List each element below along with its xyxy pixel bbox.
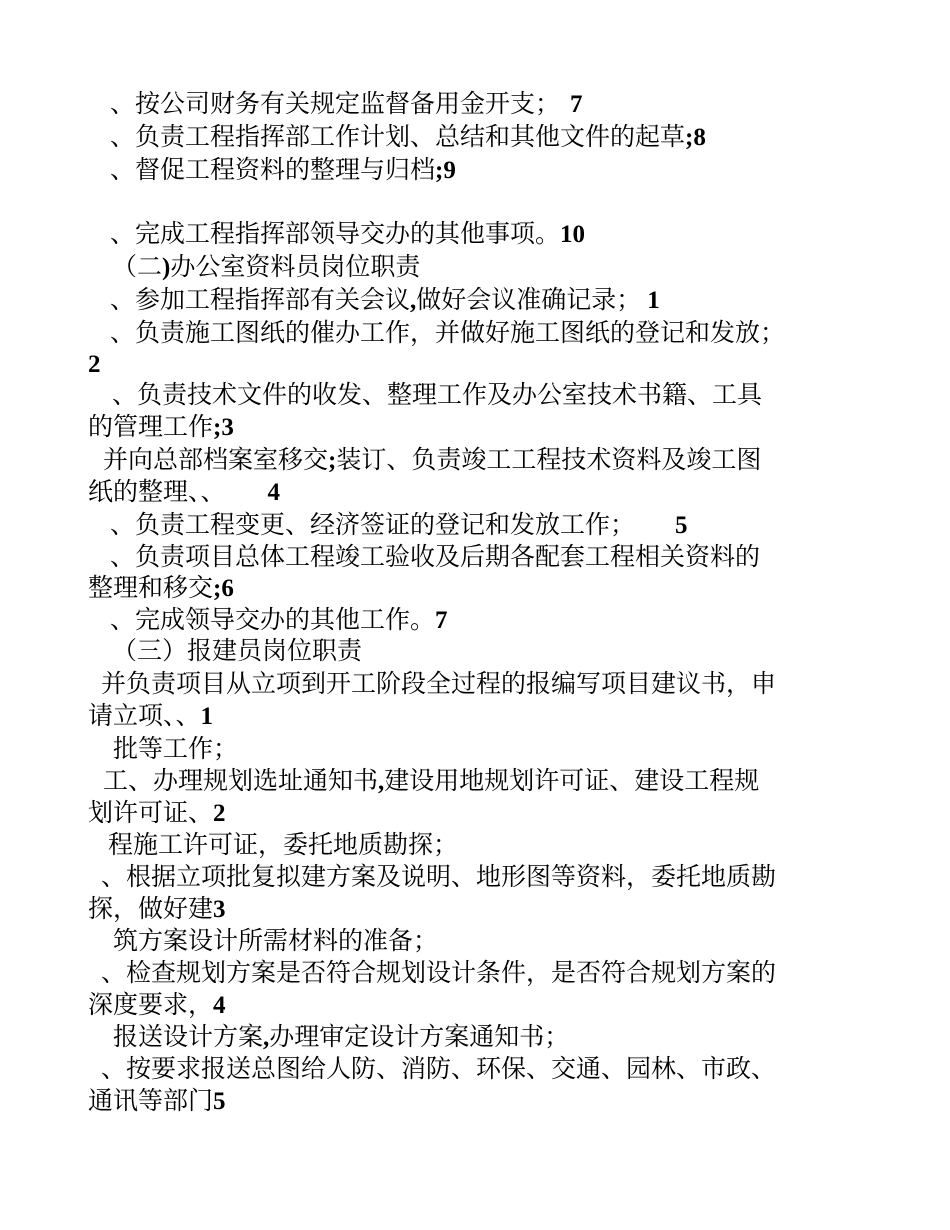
text-line: 报送设计方案,办理审定设计方案通知书；	[113, 1022, 570, 1051]
text-line: 请立项、、1	[88, 701, 214, 730]
text-line: 批等工作；	[113, 734, 239, 763]
text-line: 、按要求报送总图给人防、消防、环保、交通、园林、市政、	[101, 1054, 777, 1083]
text-line: 并向总部档案室移交;装订、负责竣工工程技术资料及竣工图	[103, 445, 762, 474]
text-line: 、完成领导交办的其他工作。7	[110, 605, 448, 634]
text-line: 、检查规划方案是否符合规划设计条件，是否符合规划方案的	[101, 958, 777, 987]
text-line: 探，做好建3	[88, 894, 226, 923]
text-line: 、参加工程指挥部有关会议,做好会议准确记录； 1	[110, 285, 660, 314]
text-line: 工、办理规划选址通知书,建设用地规划许可证、建设工程规	[103, 766, 760, 795]
text-line: 、负责项目总体工程竣工验收及后期各配套工程相关资料的	[110, 542, 761, 571]
text-line: 、负责技术文件的收发、整理工作及办公室技术书籍、工具	[112, 380, 763, 409]
text-line: 划许可证、2	[88, 798, 226, 827]
text-line: 、完成工程指挥部领导交办的其他事项。10	[110, 219, 586, 248]
text-line: 整理和移交;6	[88, 573, 234, 602]
section-heading: （二)办公室资料员岗位职责	[112, 252, 421, 281]
text-line: 纸的整理、、 4	[88, 477, 281, 506]
text-line: 、负责施工图纸的催办工作，并做好施工图纸的登记和发放；	[110, 318, 786, 347]
text-line: 、根据立项批复拟建方案及说明、地形图等资料，委托地质勘	[101, 862, 777, 891]
text-line: 并负责项目从立项到开工阶段全过程的报编写项目建议书，申	[101, 669, 777, 698]
text-line: 程施工许可证，委托地质勘探；	[108, 830, 459, 859]
text-line: 的管理工作;3	[88, 412, 234, 441]
text-line: 、按公司财务有关规定监督备用金开支； 7	[110, 89, 583, 118]
text-line: 2	[88, 351, 101, 378]
text-line: 、督促工程资料的整理与归档;9	[110, 155, 456, 184]
text-line: 通讯等部门5	[88, 1086, 226, 1115]
section-heading: （三）报建员岗位职责	[112, 636, 363, 665]
text-line: 、负责工程指挥部工作计划、总结和其他文件的起草;8	[110, 122, 706, 151]
text-line: 筑方案设计所需材料的准备；	[113, 926, 439, 955]
text-line: 、负责工程变更、经济签证的登记和发放工作； 5	[110, 510, 688, 539]
text-line: 深度要求，4	[88, 990, 226, 1019]
